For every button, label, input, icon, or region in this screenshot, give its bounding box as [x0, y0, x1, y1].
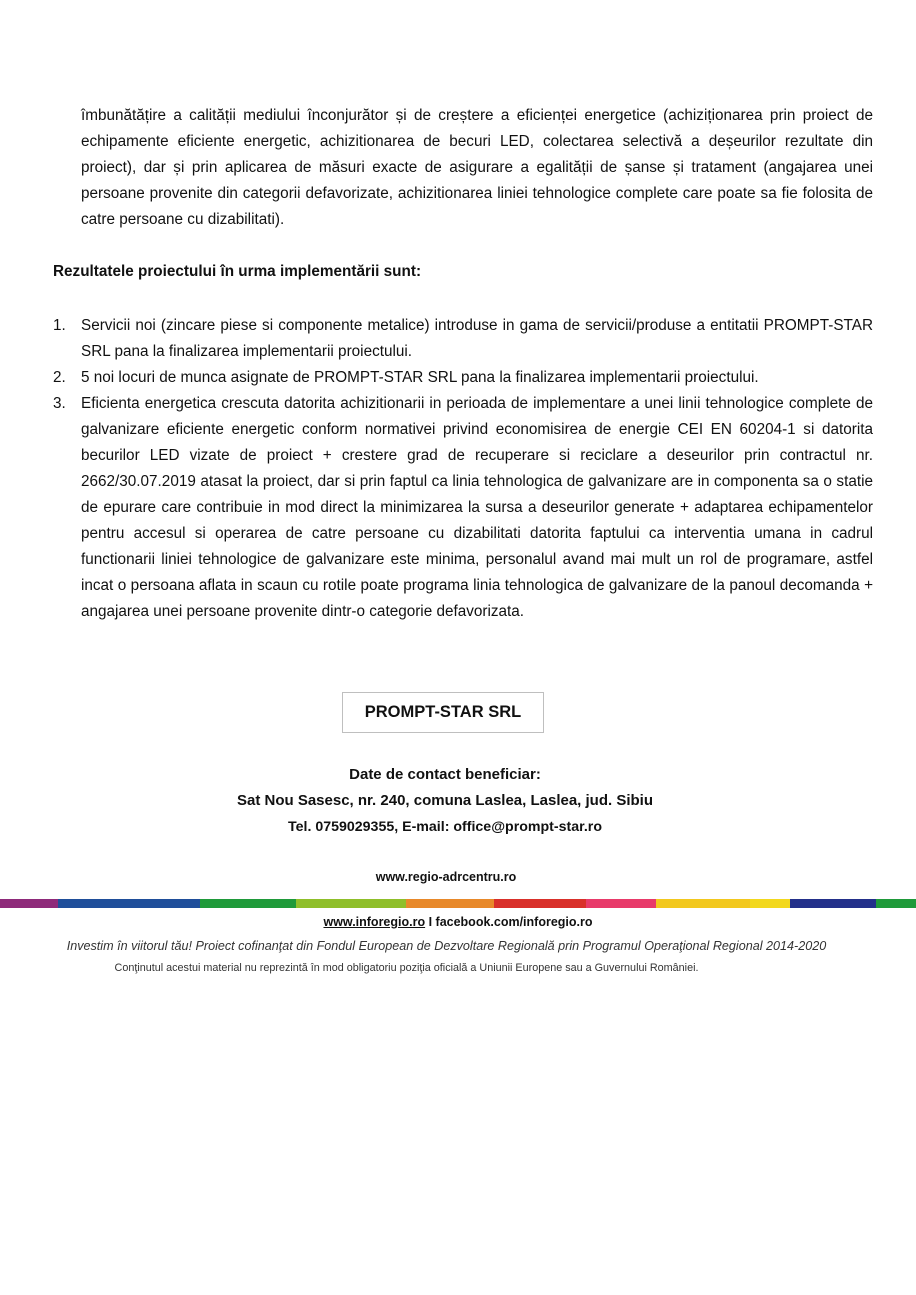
color-stripe-segment [58, 899, 200, 908]
investment-statement: Investim în viitorul tău! Proiect cofinanţat din Fondul European de Dezvoltare Regională prin Programul Operaţional Regional 2014-2020 [66, 939, 827, 953]
regio-website-link[interactable]: www.regio-adrcentru.ro [375, 870, 517, 884]
list-item-number: 2. [53, 369, 66, 386]
color-stripe-segment [790, 899, 876, 908]
color-stripe-segment [296, 899, 406, 908]
footer-links [200, 915, 716, 929]
list-item-text: Servicii noi (zincare piese si componente metalice) introduse in gama de servicii/produse a entitatii PROMPT-STAR SRL pana la finalizarea implementarii proiectului. [81, 317, 873, 360]
results-list [53, 313, 873, 625]
color-stripe-segment [200, 899, 296, 908]
contact-block [150, 762, 740, 840]
color-stripe-bar [0, 899, 916, 908]
company-name-box [342, 692, 544, 733]
list-item-number: 1. [53, 317, 66, 334]
list-item-text: Eficienta energetica crescuta datorita achizitionarii in perioada de implementare a unei linii tehnologice complete de galvanizare eficiente energetic conform normativei privind economisirea de energie CEI EN 60204-1 si datorita becurilor LED vizate de proiect + crestere grad de recuperare si reciclare a deseurilor prin contractul nr. 2662/30.07.2019 atasat la proiect, dar si prin faptul ca linia tehnologica de galvanizare are in componenta sa o statie de epurare care contribuie in mod direct la minimizarea la sursa a deseurilor generate + adaptarea echipamentelor pentru accesul si operarea de catre persoane cu dizabilitati datorita faptului ca interventia umana in cadrul functionarii liniei tehnologice de galvanizare este minima, personalul avand mai mult un rol de programare, astfel incat o persoana aflata in scaun cu rotile poate programa linia tehnologica de galvanizare de la panoul decomanda + angajarea unei persoane provenite dintr-o categorie defavorizata. [81, 395, 873, 620]
intro-paragraph: îmbunătățire a calității mediului înconjurător și de creștere a eficienței energetice (achiziționarea prin proiect de echipamente eficiente energetic, achizitionarea de becuri LED, colectarea selectivă a deșeurilor rezultate din proiect), dar și prin aplicarea de măsuri exacte de asigurare a egalității de șanse și tratament (angajarea unei persoane provenite din categorii defavorizate, achizitionarea liniei tehnologice complete care poate sa fie folosita de catre persoane cu dizabilitati). [81, 107, 873, 228]
inforegio-link[interactable]: www.inforegio.ro [323, 915, 426, 929]
list-item [53, 365, 873, 391]
color-stripe-segment [876, 899, 916, 908]
list-item [53, 391, 873, 625]
color-stripe-segment [656, 899, 750, 908]
color-stripe-segment [494, 899, 586, 908]
list-item [53, 313, 873, 365]
footer-link-separator: I [425, 915, 436, 929]
contact-title: Date de contact beneficiar: [349, 766, 541, 783]
facebook-link[interactable]: facebook.com/inforegio.ro [435, 915, 593, 929]
eu-disclaimer: Conţinutul acestui material nu reprezintă în mod obligatoriu poziţia oficială a Uniunii Europene sau a Guvernului României. [114, 962, 699, 974]
color-stripe-segment [0, 899, 58, 908]
company-name: PROMPT-STAR SRL [364, 703, 522, 721]
contact-phone-email: Tel. 0759029355, E-mail: office@prompt-star.ro [288, 819, 602, 835]
list-item-number: 3. [53, 395, 66, 412]
color-stripe-segment [586, 899, 656, 908]
color-stripe-segment [406, 899, 494, 908]
contact-address: Sat Nou Sasesc, nr. 240, comuna Laslea, Laslea, jud. Sibiu [237, 792, 653, 809]
list-item-text: 5 noi locuri de munca asignate de PROMPT-STAR SRL pana la finalizarea implementarii proiectului. [81, 369, 759, 386]
color-stripe-segment [750, 899, 790, 908]
results-heading: Rezultatele proiectului în urma implementării sunt: [53, 263, 422, 280]
